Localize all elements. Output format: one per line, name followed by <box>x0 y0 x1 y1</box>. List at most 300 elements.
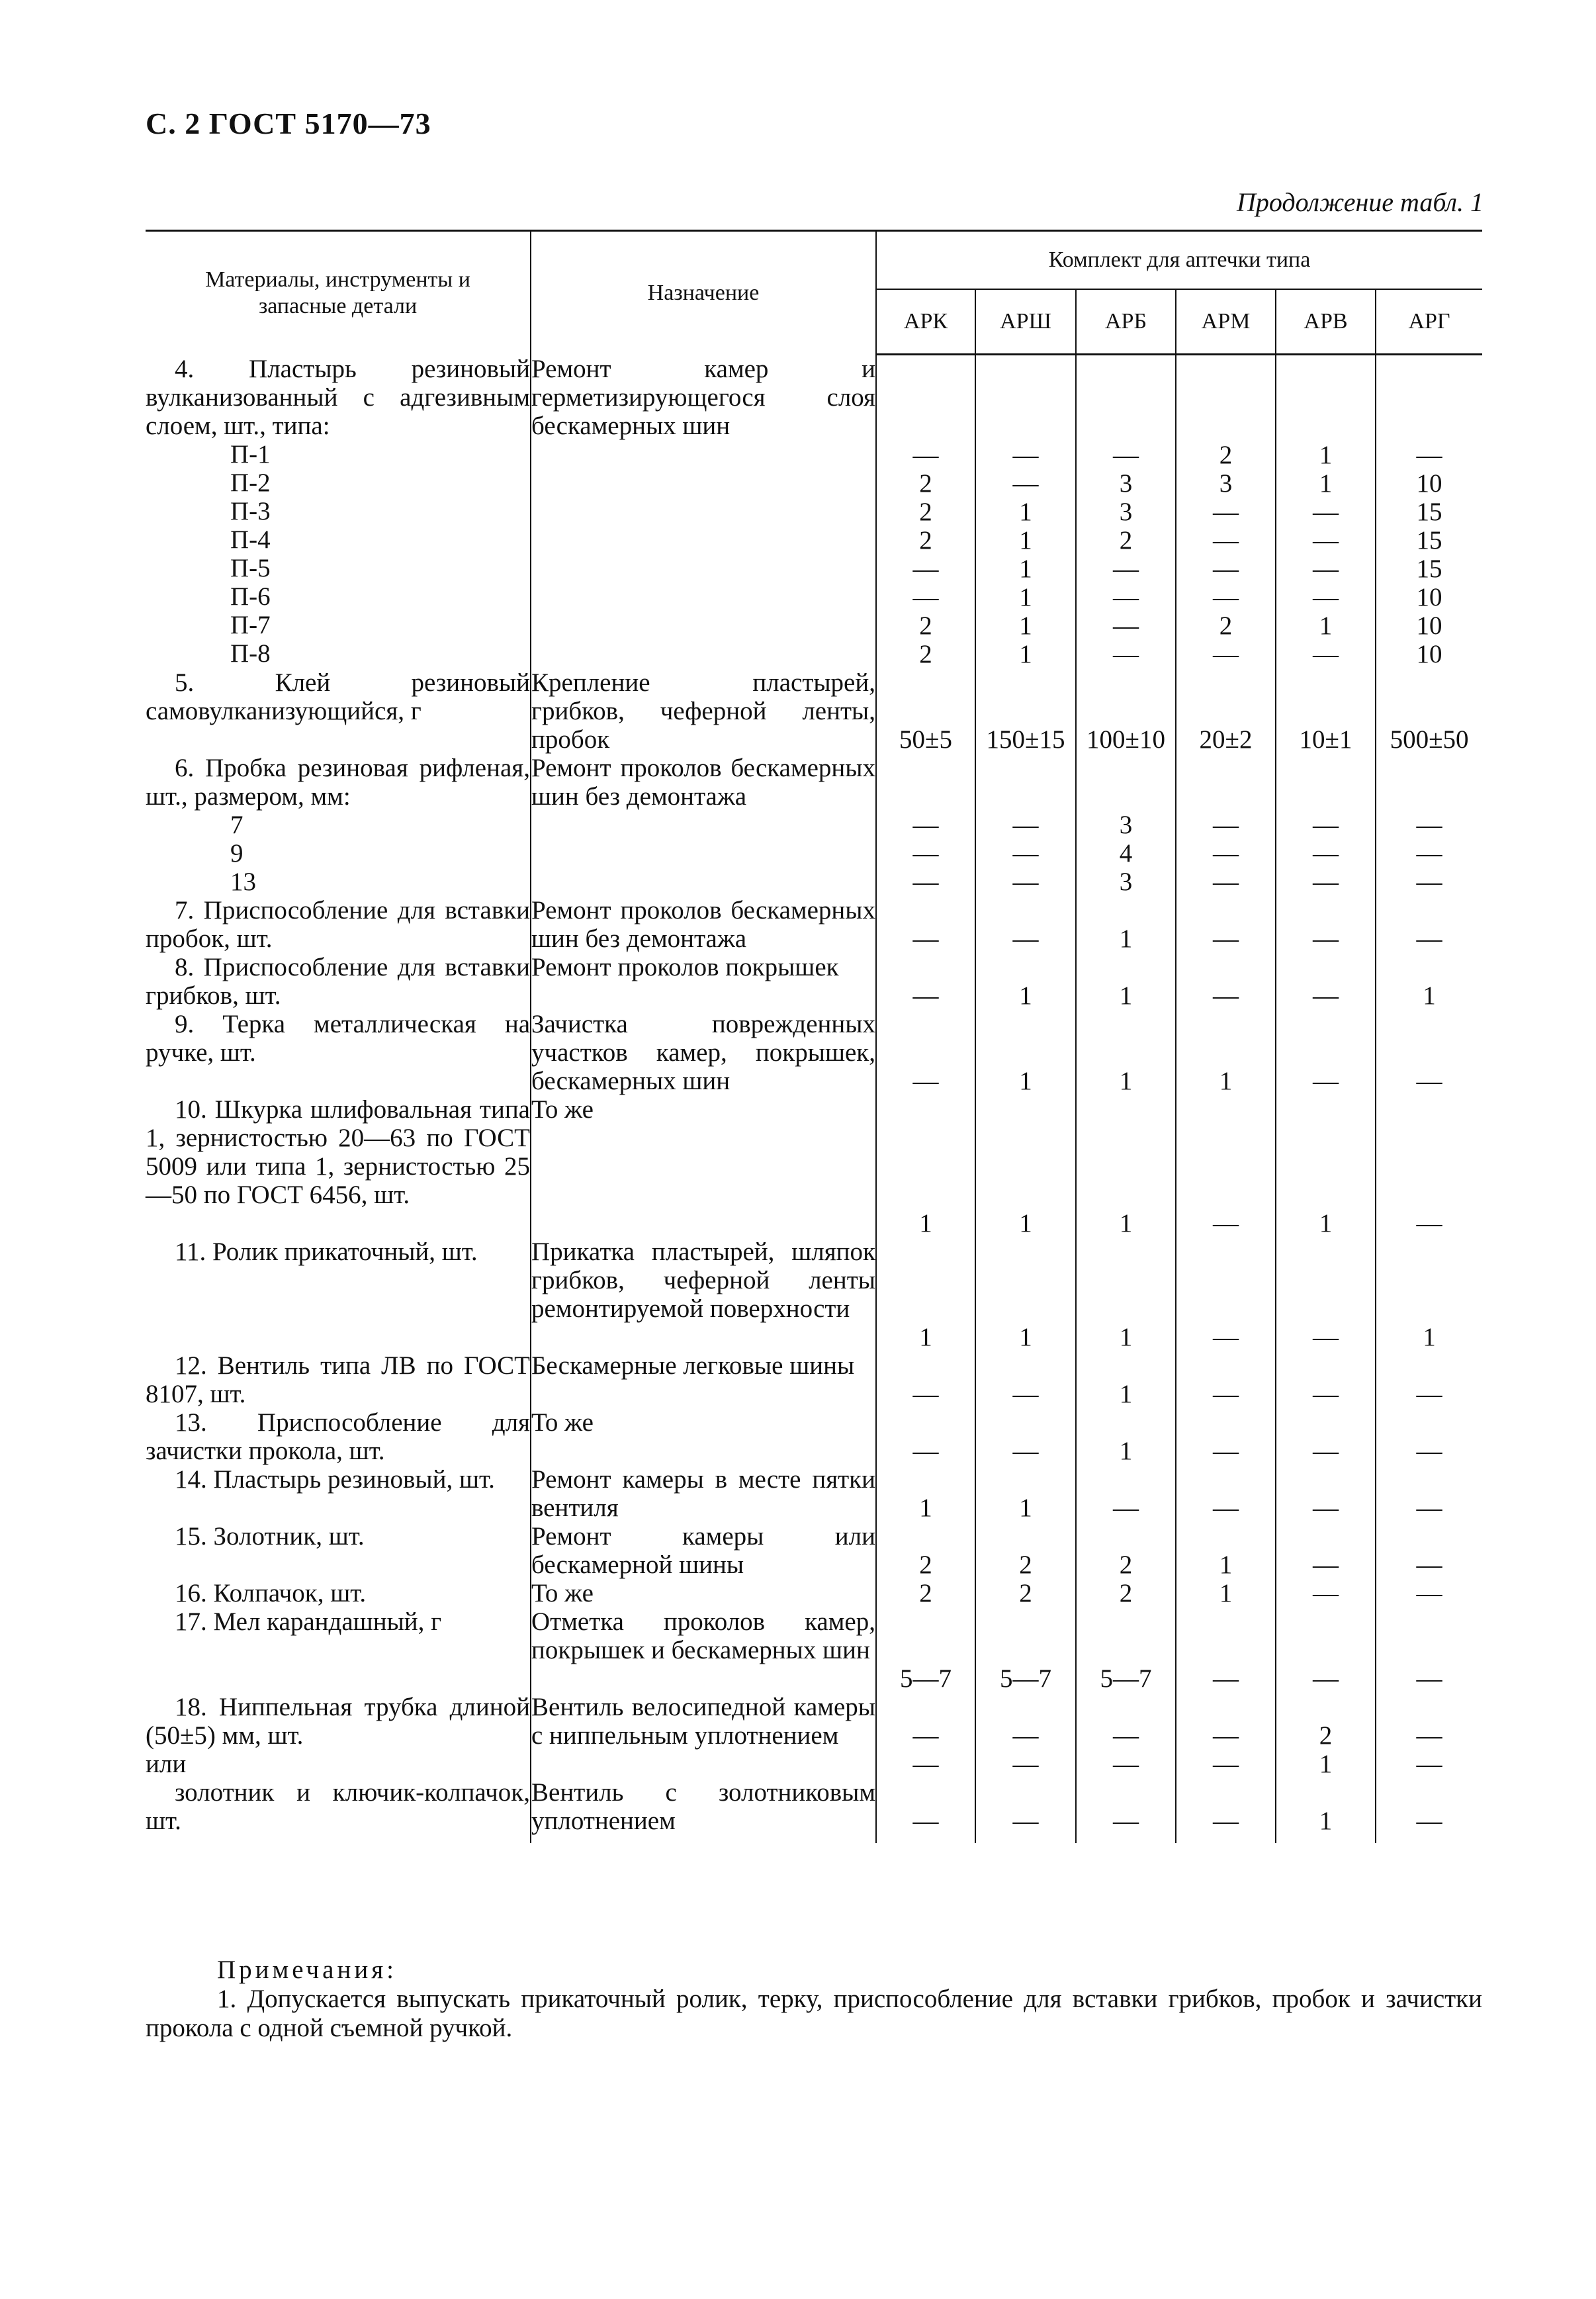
spacer <box>1376 668 1482 697</box>
kit-value: 1 <box>1319 1209 1333 1238</box>
material-cell <box>146 953 531 1010</box>
table-body <box>146 355 1482 1844</box>
spacer <box>1376 1124 1482 1152</box>
kit-value: — <box>1113 1721 1139 1750</box>
spacer <box>1376 896 1482 924</box>
table-row <box>146 668 1482 754</box>
kit-value: — <box>1012 1437 1039 1465</box>
kit-value-cell <box>1276 1522 1376 1579</box>
spacer <box>877 896 975 924</box>
kit-value: 1 <box>1019 611 1032 640</box>
spacer <box>976 1522 1075 1551</box>
spacer <box>1276 1351 1375 1380</box>
spacer <box>877 668 975 697</box>
kit-value: — <box>1416 811 1442 839</box>
header-materials: Материалы, инструменты и запасные детали <box>146 231 531 355</box>
spacer <box>976 1038 1075 1067</box>
kit-value-cell <box>1276 1607 1376 1693</box>
spacer <box>1176 1266 1275 1294</box>
purpose-cell <box>531 668 876 754</box>
kit-value: 2 <box>1119 526 1133 555</box>
spacer <box>976 1465 1075 1494</box>
kit-value-cell <box>876 1579 975 1607</box>
spacer <box>1276 355 1375 384</box>
material-name: 6. Пробка резиновая рифленая, шт., размером, мм: <box>146 754 530 811</box>
spacer <box>877 1152 975 1181</box>
kit-value: — <box>1113 640 1139 668</box>
kit-value: — <box>1313 526 1339 555</box>
kit-value: — <box>1416 1494 1442 1522</box>
material-cell <box>146 1522 531 1579</box>
purpose-cell <box>531 355 876 669</box>
purpose-cell <box>531 754 876 896</box>
kit-value: — <box>1213 583 1239 611</box>
spacer <box>1376 1181 1482 1209</box>
kit-value: — <box>1213 981 1239 1010</box>
kit-value: 15 <box>1416 526 1442 555</box>
table-row <box>146 1238 1482 1351</box>
spacer <box>976 355 1075 384</box>
spacer <box>976 1152 1075 1181</box>
kit-value-cell <box>1376 1351 1482 1408</box>
material-cell <box>146 896 531 953</box>
header-kit: АРБ <box>1076 289 1176 355</box>
spacer <box>1077 1636 1175 1664</box>
kit-value: — <box>1012 924 1039 953</box>
kit-value: — <box>1416 1807 1442 1835</box>
spacer <box>1176 1778 1275 1807</box>
spacer <box>976 697 1075 725</box>
spacer <box>1077 384 1175 412</box>
material-name: 5. Клей резиновый самовулканизующийся, г <box>146 668 530 725</box>
spacer <box>1077 1124 1175 1152</box>
spacer <box>1376 412 1482 441</box>
purpose-text: Ремонт камер и герметизирующегося слоя бескамерных шин <box>531 354 875 440</box>
spacer <box>1276 1152 1375 1181</box>
spacer <box>1077 1038 1175 1067</box>
kit-value: 1 <box>919 1494 932 1522</box>
header-kit: АРШ <box>975 289 1076 355</box>
kit-value-cell <box>1276 1408 1376 1465</box>
kit-value-cell <box>876 1238 975 1351</box>
kit-value-cell <box>1076 668 1176 754</box>
material-cell <box>146 1607 531 1693</box>
spacer <box>1276 1408 1375 1437</box>
spacer <box>1376 1038 1482 1067</box>
material-cell <box>146 1095 531 1238</box>
kit-value: 3 <box>1119 811 1133 839</box>
kit-value: 1 <box>1219 1579 1233 1607</box>
spacer <box>1077 412 1175 441</box>
kit-value: 1 <box>1423 1323 1436 1351</box>
spacer <box>1276 1693 1375 1721</box>
spacer <box>1376 1778 1482 1807</box>
table-row <box>146 1408 1482 1465</box>
material-name: 4. Пластырь резиновый вулканизованный с адгезивным слоем, шт., типа: <box>146 354 530 440</box>
spacer <box>877 953 975 981</box>
kit-value: 3 <box>1219 469 1233 498</box>
kit-value: 3 <box>1119 469 1133 498</box>
kit-value: 1 <box>1119 1380 1133 1408</box>
purpose-cell <box>531 1693 876 1778</box>
kit-value-cell <box>1176 896 1276 953</box>
kit-value-cell <box>1276 668 1376 754</box>
spacer <box>1176 1124 1275 1152</box>
kit-value-cell <box>975 668 1076 754</box>
material-name: 7. Приспособление для вставки пробок, шт. <box>146 896 530 953</box>
kit-value: 10 <box>1416 583 1442 611</box>
spacer <box>1276 697 1375 725</box>
spacer <box>877 697 975 725</box>
purpose-cell <box>531 896 876 953</box>
spacer <box>1376 1465 1482 1494</box>
spacer <box>976 1124 1075 1152</box>
kit-value: — <box>1416 1579 1442 1607</box>
spacer <box>1376 1152 1482 1181</box>
kit-value-cell <box>1176 1351 1276 1408</box>
spacer <box>1077 1238 1175 1266</box>
kit-value: — <box>1213 924 1239 953</box>
kit-value-cell <box>876 355 975 669</box>
kit-value-cell <box>975 953 1076 1010</box>
table-row <box>146 1465 1482 1522</box>
table-row <box>146 754 1482 896</box>
kit-value-cell <box>1076 1351 1176 1408</box>
spacer <box>976 1294 1075 1323</box>
purpose-text: То же <box>531 1579 594 1607</box>
purpose-text: То же <box>531 1408 594 1437</box>
kit-value-cell <box>1376 1607 1482 1693</box>
material-cell <box>146 1579 531 1607</box>
spacer <box>1376 953 1482 981</box>
kit-value: 10 <box>1416 611 1442 640</box>
kit-value: — <box>1416 839 1442 868</box>
spacer <box>1376 1693 1482 1721</box>
kit-value: — <box>1213 811 1239 839</box>
spacer <box>1077 355 1175 384</box>
kit-value: 1 <box>1319 611 1333 640</box>
header-kit: АРМ <box>1176 289 1276 355</box>
kit-value-cell <box>876 668 975 754</box>
kit-value: 1 <box>1119 1209 1133 1238</box>
kit-value: — <box>1213 1664 1239 1693</box>
purpose-cell <box>531 1465 876 1522</box>
kit-value-cell <box>975 1693 1076 1778</box>
kit-value: 1 <box>1019 1067 1032 1095</box>
kit-value: 150±15 <box>986 725 1065 754</box>
material-cell <box>146 668 531 754</box>
spacer <box>1276 1238 1375 1266</box>
kit-value: 10±1 <box>1299 725 1352 754</box>
spacer <box>1276 1607 1375 1636</box>
kit-value: — <box>1213 1437 1239 1465</box>
kit-value-cell <box>975 1238 1076 1351</box>
spacer <box>1077 1152 1175 1181</box>
spacer <box>1276 1124 1375 1152</box>
kit-value-cell <box>1176 355 1276 669</box>
spacer <box>1176 1238 1275 1266</box>
kit-value-cell <box>876 1010 975 1095</box>
table-row <box>146 1607 1482 1693</box>
spacer <box>1077 697 1175 725</box>
kit-value: 2 <box>1119 1551 1133 1579</box>
header-kit: АРВ <box>1276 289 1376 355</box>
kit-value-cell <box>975 355 1076 669</box>
spacer <box>1276 412 1375 441</box>
spacer <box>877 1038 975 1067</box>
material-name: 11. Ролик прикаточный, шт. <box>175 1238 478 1266</box>
spacer <box>1176 1095 1275 1124</box>
purpose-text: Ремонт камеры или бескамерной шины <box>531 1522 875 1579</box>
purpose-cell <box>531 1010 876 1095</box>
spacer <box>1176 1010 1275 1038</box>
kit-value-cell <box>876 1693 975 1778</box>
spacer <box>1176 782 1275 811</box>
kit-value: — <box>1416 1209 1442 1238</box>
kit-value-cell <box>1176 1607 1276 1693</box>
purpose-text: Ремонт проколов покрышек <box>531 953 839 981</box>
kit-value-cell <box>1076 355 1176 669</box>
spacer <box>976 1636 1075 1664</box>
kit-value: — <box>1012 441 1039 469</box>
material-name: золотник и ключик-колпачок, шт. <box>146 1778 530 1835</box>
kit-value: — <box>1113 555 1139 583</box>
kit-value-cell <box>975 896 1076 953</box>
kit-value: — <box>1416 441 1442 469</box>
spacer <box>1276 1181 1375 1209</box>
kit-value-cell <box>1376 1579 1482 1607</box>
sub-item-label: П-7 <box>230 610 271 639</box>
kit-value-cell <box>975 1351 1076 1408</box>
spacer <box>1376 1266 1482 1294</box>
kit-value-cell <box>1076 1408 1176 1465</box>
kit-value-cell <box>1376 1465 1482 1522</box>
kit-value: 2 <box>1219 441 1233 469</box>
kit-value-cell <box>1076 896 1176 953</box>
kit-value: 10 <box>1416 640 1442 668</box>
kit-value-cell <box>1276 1693 1376 1778</box>
spacer <box>1376 1351 1482 1380</box>
purpose-cell <box>531 1238 876 1351</box>
purpose-text: Ремонт проколов бескамерных шин без демонтажа <box>531 896 875 953</box>
notes <box>146 1956 1482 2043</box>
kit-value: — <box>1416 924 1442 953</box>
table-row <box>146 896 1482 953</box>
kit-value: — <box>1313 839 1339 868</box>
kit-value: 2 <box>1019 1579 1032 1607</box>
kit-value: 3 <box>1119 498 1133 526</box>
material-cell <box>146 1010 531 1095</box>
kit-value: — <box>1012 1721 1039 1750</box>
kit-value: 1 <box>1019 1494 1032 1522</box>
kit-value-cell <box>1176 1095 1276 1238</box>
kit-value: 1 <box>1423 981 1436 1010</box>
material-cell <box>146 1408 531 1465</box>
kit-value-cell <box>1276 896 1376 953</box>
kit-value-cell <box>1276 355 1376 669</box>
kit-value-alt: — <box>1213 1750 1239 1778</box>
kits-table <box>146 230 1482 1843</box>
table-row <box>146 1693 1482 1778</box>
spacer <box>1077 1266 1175 1294</box>
spacer <box>1376 355 1482 384</box>
purpose-text: Зачистка поврежденных участков камер, покрышек, бескамерных шин <box>531 1010 875 1095</box>
material-name: 8. Приспособление для вставки грибков, шт. <box>146 953 530 1010</box>
kit-value: 5—7 <box>1000 1664 1051 1693</box>
spacer <box>1376 1636 1482 1664</box>
kit-value-cell <box>1176 668 1276 754</box>
page-header: С. 2 ГОСТ 5170—73 <box>146 107 431 140</box>
kit-value: — <box>1213 640 1239 668</box>
purpose-text: Крепление пластырей, грибков, чеферной ленты, пробок <box>531 668 875 754</box>
kit-value: — <box>1416 1551 1442 1579</box>
kit-value: — <box>1213 1807 1239 1835</box>
table-row <box>146 1351 1482 1408</box>
kit-value: 2 <box>919 1579 932 1607</box>
kit-value: — <box>1012 469 1039 498</box>
kit-value: — <box>912 924 939 953</box>
spacer <box>1276 782 1375 811</box>
kit-value-cell <box>1176 1408 1276 1465</box>
kit-value-alt: — <box>1012 1750 1039 1778</box>
spacer <box>1276 1465 1375 1494</box>
kit-value-cell <box>1376 896 1482 953</box>
kit-value: 1 <box>1019 1209 1032 1238</box>
kit-value-cell <box>1176 1693 1276 1778</box>
kit-value-cell <box>1076 953 1176 1010</box>
spacer <box>1077 1465 1175 1494</box>
kit-value: 50±5 <box>899 725 952 754</box>
kit-value: — <box>1213 1721 1239 1750</box>
spacer <box>1176 668 1275 697</box>
kit-value-cell <box>1376 1238 1482 1351</box>
kit-value-cell <box>975 1778 1076 1843</box>
sub-item-label: П-6 <box>230 582 271 611</box>
spacer <box>1276 1038 1375 1067</box>
purpose-text: Прикатка пластырей, шляпок грибков, чеферной ленты ремонтируемой поверхности <box>531 1238 875 1323</box>
spacer <box>976 668 1075 697</box>
kit-value: — <box>1012 839 1039 868</box>
purpose-text: Вентиль с золотниковым уплотнением <box>531 1778 875 1835</box>
kit-value: 4 <box>1119 839 1133 868</box>
kit-value: 2 <box>1019 1551 1032 1579</box>
purpose-text: Отметка проколов камер, покрышек и бескамерных шин <box>531 1607 875 1664</box>
kit-value: 1 <box>1019 640 1032 668</box>
kit-value-cell <box>975 1408 1076 1465</box>
kit-value-cell <box>1376 1778 1482 1843</box>
kit-value: — <box>1213 555 1239 583</box>
spacer <box>976 1607 1075 1636</box>
kit-value: — <box>1313 1323 1339 1351</box>
spacer <box>976 1010 1075 1038</box>
spacer <box>877 1095 975 1124</box>
purpose-cell <box>531 1607 876 1693</box>
kit-value: 1 <box>1119 1323 1133 1351</box>
kit-value: 1 <box>1319 441 1333 469</box>
kit-value: — <box>1113 583 1139 611</box>
material-cell <box>146 355 531 669</box>
kit-value-cell <box>1176 1579 1276 1607</box>
kit-value-cell <box>1076 1778 1176 1843</box>
kit-value: — <box>1416 1380 1442 1408</box>
material-cell <box>146 1693 531 1778</box>
spacer <box>1276 1266 1375 1294</box>
kit-value: 2 <box>919 640 932 668</box>
spacer <box>1376 1010 1482 1038</box>
material-name: 18. Ниппельная трубка длиной (50±5) мм, шт. <box>146 1693 530 1750</box>
spacer <box>1077 668 1175 697</box>
spacer <box>877 754 975 782</box>
kit-value: — <box>1313 868 1339 896</box>
kit-value: — <box>1213 498 1239 526</box>
spacer <box>1077 782 1175 811</box>
kit-value-cell <box>1076 1579 1176 1607</box>
purpose-cell <box>531 1408 876 1465</box>
kit-value: 2 <box>919 526 932 555</box>
spacer <box>1077 1294 1175 1323</box>
kit-value-cell <box>1076 1095 1176 1238</box>
kit-value-cell <box>1376 754 1482 896</box>
spacer <box>1376 1294 1482 1323</box>
kit-value: — <box>1313 1494 1339 1522</box>
spacer <box>877 1607 975 1636</box>
spacer <box>1176 1636 1275 1664</box>
kit-value-cell <box>1176 754 1276 896</box>
spacer <box>1276 953 1375 981</box>
spacer <box>976 782 1075 811</box>
kit-value: — <box>1313 1579 1339 1607</box>
kit-value: — <box>1213 1323 1239 1351</box>
spacer <box>1376 1238 1482 1266</box>
material-name: 12. Вентиль типа ЛВ по ГОСТ 8107, шт. <box>146 1351 530 1408</box>
kit-value: 10 <box>1416 469 1442 498</box>
kit-value-cell <box>1276 1238 1376 1351</box>
kit-value: 5—7 <box>900 1664 952 1693</box>
spacer <box>1376 1607 1482 1636</box>
spacer <box>877 782 975 811</box>
kit-value: — <box>1313 555 1339 583</box>
spacer <box>976 384 1075 412</box>
kit-value-cell <box>1176 1465 1276 1522</box>
kit-value-cell <box>1276 1010 1376 1095</box>
spacer <box>877 412 975 441</box>
spacer <box>1176 384 1275 412</box>
kit-value: 15 <box>1416 498 1442 526</box>
spacer <box>877 1266 975 1294</box>
spacer <box>1176 953 1275 981</box>
table-row <box>146 1778 1482 1843</box>
sub-item-label: П-3 <box>230 496 271 525</box>
kit-value-cell <box>1276 1351 1376 1408</box>
sub-item-label: П-8 <box>230 639 271 668</box>
purpose-text: То же <box>531 1095 594 1124</box>
kit-value-cell <box>1276 754 1376 896</box>
purpose-cell <box>531 1095 876 1238</box>
kit-value: 1 <box>1019 555 1032 583</box>
kit-value-alt: 1 <box>1319 1750 1333 1778</box>
kit-value-cell <box>1276 1579 1376 1607</box>
kit-value: — <box>1313 583 1339 611</box>
spacer <box>877 1693 975 1721</box>
purpose-cell <box>531 1522 876 1579</box>
kit-value-cell <box>1076 1693 1176 1778</box>
spacer <box>1176 1465 1275 1494</box>
kit-value: — <box>1416 1437 1442 1465</box>
spacer <box>1077 1778 1175 1807</box>
kit-value-cell <box>1076 1238 1176 1351</box>
kit-value: — <box>1113 441 1139 469</box>
kit-value: — <box>912 839 939 868</box>
